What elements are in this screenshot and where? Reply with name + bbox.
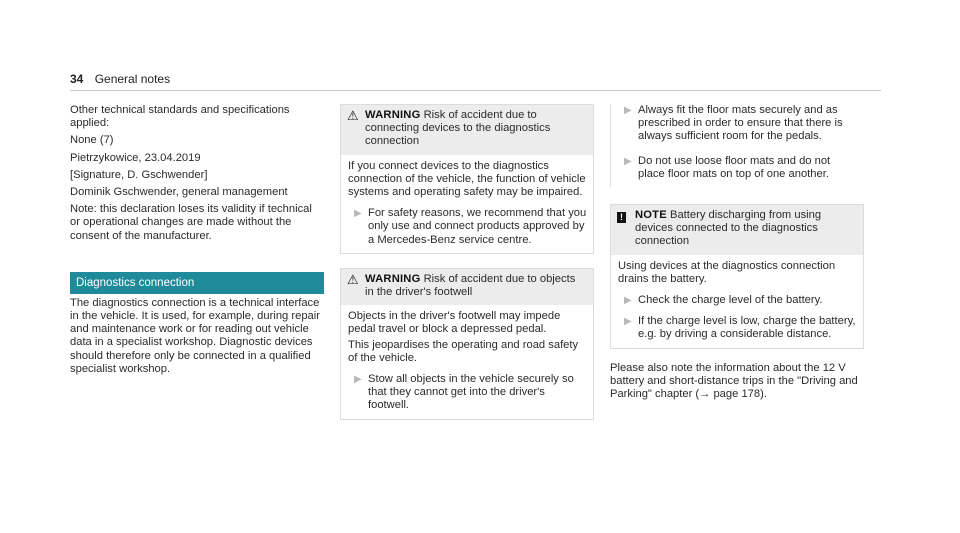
- warning-header: [341, 105, 593, 155]
- warning-triangle-icon: ⚠: [347, 271, 359, 287]
- page-header-title: General notes: [94, 72, 171, 86]
- warning-text: If you connect devices to the diagnostics connection of the vehicle, the function of vehicle systems and operating safety may be impaired.: [348, 159, 586, 199]
- note-header: [611, 205, 863, 255]
- section-heading-diagnostics: Diagnostics connection: [70, 272, 324, 294]
- signatory: Dominik Gschwender, general management: [70, 186, 288, 199]
- note-heading: Battery discharging from using devices connected to the diagnostics connection: [635, 209, 822, 248]
- page-number: 34: [70, 72, 84, 86]
- list-item: ▶ Stow all objects in the vehicle securely so that they cannot get into the driver's footwell.: [348, 373, 587, 413]
- bullet-arrow-icon: ▶: [624, 155, 632, 167]
- note-keyword: NOTE: [635, 209, 667, 222]
- intro-paragraph: Other technical standards and specifications applied:: [70, 104, 290, 130]
- list-item: ▶ For safety reasons, we recommend that you only use and connect products approved by a Mercedes-Benz service centre.: [348, 207, 587, 247]
- place-date: Pietrzykowice, 23.04.2019: [70, 151, 201, 164]
- warning-keyword: WARNING: [365, 109, 421, 121]
- standards-value: None (7): [70, 134, 114, 147]
- list-item: ▶ Always fit the floor mats securely and as prescribed in order to ensure that there is always sufficient room for the pedals.: [618, 104, 858, 144]
- list-item: ▶ If the charge level is low, charge the battery, e.g. by driving a considerable distance.: [618, 315, 857, 341]
- note-exclamation-icon: !: [617, 209, 635, 249]
- bullet-arrow-icon: ▶: [354, 374, 362, 386]
- warning-box-footwell: [340, 268, 594, 420]
- warning-triangle-icon: ⚠: [347, 108, 359, 123]
- signature: [Signature, D. Gschwender]: [70, 168, 208, 181]
- warning-keyword: WARNING: [365, 272, 421, 285]
- column-middle: [340, 104, 594, 420]
- column-right: [610, 104, 864, 401]
- warning-heading: Risk of accident due to objects in the driver's footwell: [365, 272, 576, 299]
- header-divider: [70, 90, 881, 91]
- bullet-arrow-icon: ▶: [624, 105, 632, 116]
- warning-box-diagnostics: [340, 104, 594, 254]
- bullet-arrow-icon: ▶: [354, 208, 362, 220]
- bullet-arrow-icon: ▶: [624, 295, 632, 307]
- battery-reference-paragraph: Please also note the information about the 12 V battery and short-distance trips in the "Driving and Parking" chapter (→ page 178).: [610, 361, 858, 401]
- warning-heading: Risk of accident due to connecting devices to the diagnostics connection: [365, 109, 551, 148]
- page-header: [70, 73, 170, 86]
- list-item: ▶ Do not use loose floor mats and do not place floor mats on top of one another.: [618, 155, 858, 181]
- list-item: ▶ Check the charge level of the battery.: [618, 294, 857, 307]
- validity-note: Note: this declaration loses its validity if technical or operational changes are made without the consent of the manufacturer.: [70, 203, 312, 242]
- note-box-battery: [610, 204, 864, 349]
- warning-text: Objects in the driver's footwell may impede pedal travel or block a depressed pedal.: [348, 310, 561, 336]
- bullet-arrow-icon: ▶: [624, 316, 632, 328]
- warning-text: This jeopardises the operating and road safety of the vehicle.: [348, 338, 579, 364]
- floor-mat-instructions: [610, 104, 864, 187]
- column-left: [70, 104, 324, 376]
- warning-header: [341, 269, 593, 305]
- diagnostics-paragraph: The diagnostics connection is a technical interface in the vehicle. It is used, for example, during repair and maintenance work or for reading out vehicle data in a specialist workshop. Diagnostic devices should therefore only be connected in a qualified specialist workshop.: [70, 296, 320, 375]
- note-text: Using devices at the diagnostics connection drains the battery.: [618, 259, 836, 285]
